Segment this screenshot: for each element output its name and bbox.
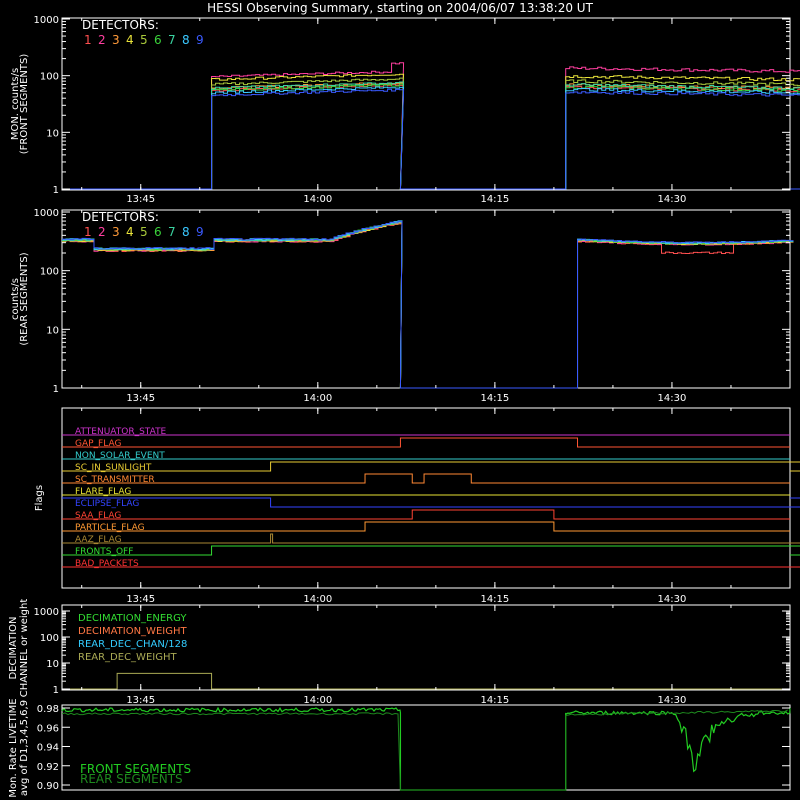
x-tick-label: 14:15 [480,594,510,605]
y-tick-label: 1 [52,384,59,395]
y-axis-label: DECIMATION [8,616,19,680]
detector-label-1: 1 [84,33,92,47]
detector-3-front-line [62,83,800,189]
legend-title: DETECTORS: [82,210,159,224]
detector-label-7: 7 [168,33,176,47]
x-tick-label: 13:45 [126,393,156,404]
x-tick-label: 14:30 [657,393,687,404]
flag-line-bad_packets [62,558,800,567]
detector-8-rear-line [62,221,794,388]
rear-dec-weight-line [62,673,790,689]
decimation-series [62,673,790,689]
y-tick-label: 0.90 [36,781,59,792]
flag-label-flare_flag: FLARE_FLAG [75,487,132,497]
y-axis-label: counts/s [10,277,21,321]
detector-8-front-line [62,87,800,189]
detector-label-6: 6 [154,225,162,239]
detector-7-rear-line [62,222,794,388]
x-tick-label: 13:45 [126,194,156,205]
decimation-legend-item: REAR_DEC_CHAN/128 [78,639,188,650]
x-tick-label: 14:30 [657,594,687,605]
panel-front-segments [10,15,800,205]
x-tick-label: 13:45 [126,695,156,706]
detector-5-front-line [62,78,800,189]
x-tick-label: 14:30 [657,695,687,706]
y-tick-label: 100 [39,71,59,83]
chart-title: HESSI Observing Summary, starting on 2004/06/07 13:38:20 UT [207,1,593,15]
series-layer-rear [62,221,794,388]
y-axis-label-sub: (FRONT SEGMENTS) [19,53,30,155]
y-tick-label: 1000 [33,208,59,219]
detector-6-front-line [62,84,800,189]
y-tick-label: 10 [46,325,59,337]
detector-label-4: 4 [126,225,134,239]
detector-9-rear-line [62,222,794,388]
y-tick-label: 100 [39,266,59,278]
x-ticks [82,210,800,404]
detector-6-rear-line [62,222,794,388]
flag-line-particle_flag [62,522,790,531]
x-tick-label: 14:15 [480,194,510,205]
flag-label-fronts_off: FRONTS_OFF [75,547,134,557]
detector-label-1: 1 [84,225,92,239]
x-tick-label: 14:00 [303,194,333,205]
flag-label-eclipse_flag: ECLIPSE_FLAG [75,499,140,509]
y-tick-label: 1 [52,685,59,696]
y-axis-label-sub: avg of D1,3,4,5,6,9 [19,699,30,797]
flag-label-saa_flag: SAA_FLAG [75,511,122,521]
flag-label-sc_transmitter: SC_TRANSMITTER [75,475,155,485]
y-axis-label-sub: (REAR SEGMENTS) [19,252,30,346]
flag-line-gap_flag [62,438,790,447]
y-axis-label: MON. counts/s [10,67,21,141]
y-tick-label: 10 [46,128,59,140]
decimation-legend [78,613,187,663]
flag-label-non_solar_event: NON_SOLAR_EVENT [75,451,165,461]
y-axis-label: Mon. Rate LIVETIME [8,698,19,798]
flag-line-fronts_off [62,546,800,555]
legend-rear-segments: REAR SEGMENTS [80,772,183,786]
flag-label-particle_flag: PARTICLE_FLAG [75,523,145,533]
flag-line-sc_in_sunlight [62,462,800,471]
flag-lines [62,427,800,569]
detector-label-3: 3 [112,33,120,47]
flag-label-gap_flag: GAP_FLAG [75,439,122,449]
detector-label-5: 5 [140,225,148,239]
y-tick-label: 1000 [33,607,59,618]
flag-label-bad_packets: BAD_PACKETS [75,559,139,569]
panel-flags [34,408,800,605]
panel-decimation [8,599,800,706]
detector-label-8: 8 [182,33,190,47]
y-tick-label: 100 [39,633,59,644]
x-tick-label: 14:15 [480,393,510,404]
detector-2-front-line [62,63,800,189]
y-axis-label: Flags [34,484,45,512]
detector-label-2: 2 [98,33,106,47]
detector-label-4: 4 [126,33,134,47]
series-layer-front [62,63,800,189]
x-tick-label: 14:00 [303,594,333,605]
flag-label-sc_in_sunlight: SC_IN_SUNLIGHT [75,463,152,473]
y-tick-label: 0.92 [36,761,59,773]
decimation-legend-item: DECIMATION_ENERGY [78,613,187,624]
y-tick-label: 0.94 [36,742,59,754]
detector-5-rear-line [62,222,794,388]
flag-line-sc_transmitter [62,474,790,483]
detector-label-3: 3 [112,225,120,239]
detector-9-front-line [62,89,800,189]
decimation-legend-item: REAR_DEC_WEIGHT [78,652,177,663]
y-tick-label: 10 [46,659,59,670]
x-tick-label: 14:00 [303,393,333,404]
y-tick-label: 0.98 [36,704,59,715]
detector-label-2: 2 [98,225,106,239]
x-ticks [82,605,800,706]
panel-rear-segments [10,208,800,404]
x-tick-label: 14:00 [303,695,333,706]
detector-2-rear-line [62,222,794,388]
flag-label-attenuator_state: ATTENUATOR_STATE [75,427,167,437]
detector-label-9: 9 [196,33,204,47]
detector-label-6: 6 [154,33,162,47]
decimation-legend-item: DECIMATION_WEIGHT [78,626,187,637]
detector-4-rear-line [62,222,794,388]
x-tick-label: 14:30 [657,194,687,205]
flag-line-aaz_flag [62,534,800,543]
flag-label-aaz_flag: AAZ_FLAG [75,535,122,545]
flag-line-saa_flag [62,510,790,519]
detector-label-5: 5 [140,33,148,47]
detector-legend [84,33,204,47]
detector-label-7: 7 [168,225,176,239]
flag-line-eclipse_flag [62,498,800,507]
panel-livetime [8,698,790,797]
legend-title: DETECTORS: [82,18,159,32]
y-tick-label: 1000 [33,15,59,26]
legend-front-segments: FRONT SEGMENTS [80,762,192,776]
y-axis-label-sub: CHANNEL or weight [19,598,30,698]
detector-1-front-line [62,84,800,189]
y-tick-label: 1 [52,185,59,196]
x-tick-label: 13:45 [126,594,156,605]
x-tick-label: 14:15 [480,695,510,706]
detector-label-9: 9 [196,225,204,239]
y-tick-label: 0.96 [36,723,59,735]
detector-label-8: 8 [182,225,190,239]
detector-legend [84,225,204,239]
detector-7-front-line [62,82,800,189]
